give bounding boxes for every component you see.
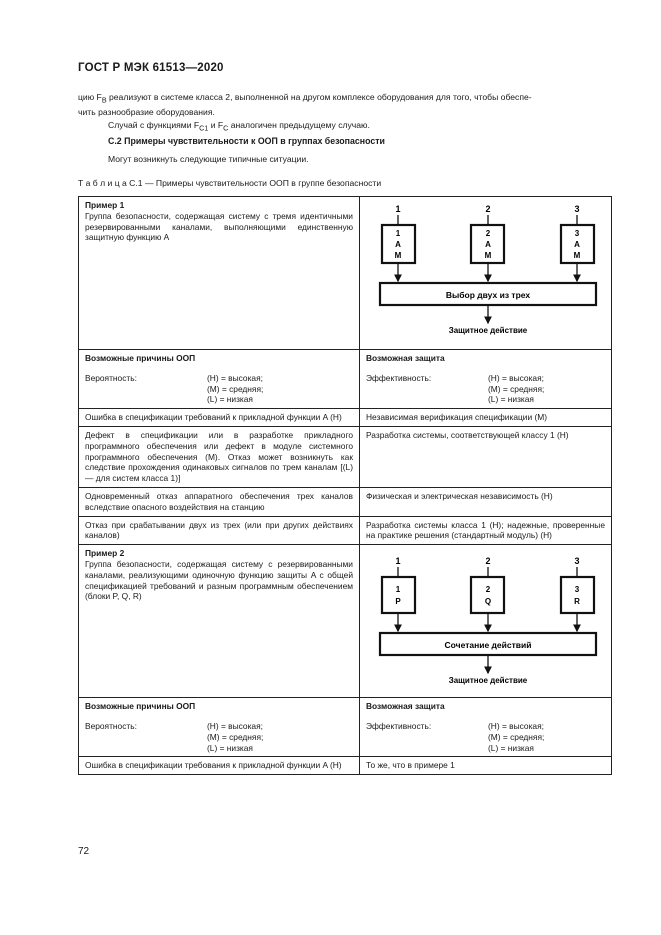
example1-description-row — [79, 197, 612, 350]
intro-paragraph — [78, 92, 612, 134]
svg-text:2: 2 — [485, 229, 491, 238]
table-row: Отказ при срабатывании двух из трех (или при других действиях каналов) Разработка системы класса 1 (H); надежные, проверенные на практике решения (стандартный модуль) (H) — [79, 516, 612, 545]
svg-text:1: 1 — [395, 229, 401, 238]
example1-description: Группа безопасности, содержащая систему с тремя идентичными резервированными каналами, выполняющими единственную защитную функцию A — [85, 210, 353, 243]
ex1-channel-1-number: 1 — [395, 204, 401, 214]
section-text: Могут возникнуть следующие типичные ситуации. — [108, 154, 309, 164]
svg-text:R: R — [574, 597, 580, 607]
table-caption: Т а б л и ц а С.1 — Примеры чувствительности ООП в группе безопасности — [78, 178, 382, 188]
ex2-probability-label: Вероятность: — [85, 720, 137, 731]
table-row: Ошибка в спецификации требований к прикладной функции A (H) Независимая верификация спецификации (M) — [79, 409, 612, 427]
ex2-channel-1-box — [382, 577, 415, 613]
intro-line-2: чить разнообразие оборудования. — [78, 106, 215, 117]
svg-text:A: A — [395, 240, 401, 249]
ex2-channel-1-number: 1 — [395, 556, 401, 567]
page-number: 72 — [78, 846, 90, 857]
svg-text:M: M — [394, 251, 402, 260]
svg-text:2: 2 — [485, 585, 491, 595]
ex1-output-label: Защитное действие — [448, 326, 528, 335]
intro-line-3: Случай с функциями $F_{C1}$ и $F_C$ аналогичен предыдущему случаю. — [108, 119, 370, 133]
ex2-channel-3-box — [561, 577, 594, 613]
ex1-voter-label: Выбор двух из трех — [445, 290, 531, 300]
svg-text:M: M — [573, 251, 581, 260]
ex2-output-label: Защитное действие — [448, 676, 528, 686]
svg-text:A: A — [574, 240, 580, 249]
table-row: Одновременный отказ аппаратного обеспечения трех каналов вследствие опасного воздействия на станцию Физическая и электрическая независимость (H) — [79, 487, 612, 516]
ex2-efficiency-label: Эффективность: — [366, 720, 432, 731]
sensitivity-table — [78, 196, 612, 775]
svg-text:Q: Q — [484, 597, 492, 607]
ex2-channel-2-number: 2 — [485, 556, 491, 567]
example2-description-row — [79, 545, 612, 698]
intro-line-1: цию $F_B$ реализуют в системе класса 2, выполненной на другом комплексе оборудования для того, чтобы обеспе- — [78, 92, 532, 105]
example2-header-row: Возможные причины ООП Вероятность: (H) = высокая; (M) = средняя; (L) = низкая Возможная защита Эффективность: (H) = высокая; (M) = средняя; (L) = низкая — [79, 698, 612, 757]
example1-header-row: Возможные причины ООП Вероятность: (H) = высокая; (M) = средняя; (L) = низкая Возможная защита Эффективность: (H) = высокая; (M) = средняя; (L) = низкая — [79, 350, 612, 409]
ex1-probability-label: Вероятность: — [85, 372, 137, 383]
ex1-causes-header: Возможные причины ООП — [85, 353, 196, 363]
example2-title: Пример 2 — [85, 548, 125, 559]
ex2-channel-2-box — [471, 577, 504, 613]
svg-text:1: 1 — [395, 585, 401, 595]
ex2-channel-3-number: 3 — [574, 556, 580, 567]
svg-text:3: 3 — [574, 585, 580, 595]
ex2-causes-header: Возможные причины ООП — [85, 701, 196, 712]
example1-title: Пример 1 — [85, 200, 125, 210]
svg-text:M: M — [484, 251, 492, 260]
svg-text:3: 3 — [574, 229, 580, 238]
ex1-channel-3-number: 3 — [574, 204, 580, 214]
table-row: Дефект в спецификации или в разработке прикладного программного обеспечения или дефект в модуле системного программного обеспечения (M). Отказ может возникнуть как следствие прохождения одинаковых сигналов по трем каналам [(L) — для систем класса 1)] Разработка системы, соответствующей классу 1 (H) — [79, 426, 612, 487]
svg-text:A: A — [485, 240, 491, 249]
example1-diagram — [366, 200, 620, 336]
section-title: C.2 Примеры чувствительности к ООП в группах безопасности — [108, 136, 385, 146]
table-row: Ошибка в спецификации требования к прикладной функции A (H) То же, что в примере 1 — [79, 757, 612, 775]
document-header: ГОСТ Р МЭК 61513—2020 — [78, 62, 224, 74]
svg-text:P: P — [395, 597, 401, 607]
ex2-defense-header: Возможная защита — [366, 701, 445, 712]
ex1-defense-header: Возможная защита — [366, 353, 445, 363]
example2-description: Группа безопасности, содержащая систему с резервированными каналами, реализующими одиночную функцию защиты A с общей спецификацией требований и разным программным обеспечением (блоки P, Q, R) — [85, 558, 353, 602]
ex1-channel-2-number: 2 — [485, 204, 491, 214]
example2-diagram — [366, 548, 620, 688]
ex1-efficiency-label: Эффективность: — [366, 372, 432, 383]
ex2-voter-label: Сочетание действий — [444, 640, 532, 651]
